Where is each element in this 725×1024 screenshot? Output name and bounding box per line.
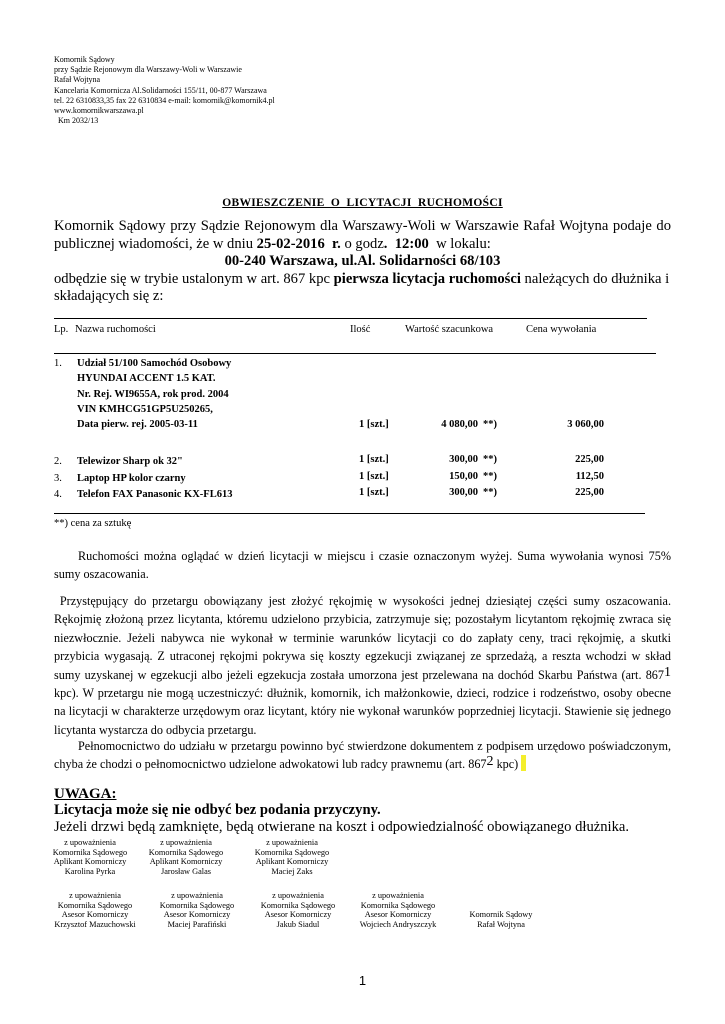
signature-name: Jakub Siadul [276,919,320,929]
paragraph-text: Pełnomocnictwo do udziału w przetargu powinno być stwierdzone dokumentem z podpisem urzędowo poświadczonym, chyba że chodzi o pełnomocnictwo udzielone adwokatowi lub radcy prawnemu (art. 867 [54,739,671,772]
item-qty: 1 [szt.] [359,487,389,498]
office-header [54,55,275,126]
table-row: 3. [54,473,62,484]
document-title: OBWIESZCZENIE O LICYTACJI RUCHOMOŚCI [222,197,503,209]
signature-block [457,891,545,929]
item-value: 300,00 [449,454,478,465]
table-row: 2. [54,456,62,467]
item-name-line: HYUNDAI ACCENT 1.5 KAT. [77,373,216,385]
signature-line: z upoważnienia [372,891,424,900]
signature-line: Aplikant Komorniczy [149,857,223,867]
item-price: 225,00 [575,454,604,465]
item-marker: **) [483,454,497,465]
price-footnote: **) cena za sztukę [54,518,132,529]
signature-line: Aplikant Komorniczy [53,857,127,867]
signature-block [46,891,144,929]
intro-text-2 [54,271,671,306]
item-name: Telewizor Sharp ok 32" [77,456,183,467]
item-name-line: Udział 51/100 Samochód Osobowy [77,358,232,369]
header-line: www.komornikwarszawa.pl [54,106,144,116]
signature-name: Maciej Parafiński [167,919,227,929]
signature-block [152,891,242,929]
highlight-mark [521,755,526,771]
signature-line: Komornika Sądowego [159,900,235,910]
header-lp: Lp. [54,324,69,335]
signature-name: Karolina Pyrka [64,866,116,876]
divider-line [54,318,647,319]
header-value: Wartość szacunkowa [405,324,494,335]
signature-line [457,891,545,901]
header-line: Kancelaria Komornicza Al.Solidarności 155/11, 00-877 Warszawa [54,85,267,95]
signature-line: Asesor Komorniczy [364,910,432,920]
proxy-paragraph [54,737,671,774]
signature-line: z upoważnienia [64,838,116,847]
signature-name: Jarosław Galas [161,866,211,876]
signature-line [457,901,545,911]
signature-block [48,838,132,876]
item-value: 150,00 [449,471,478,482]
auction-date: 25-02-2016 r. [256,235,341,252]
signature-block [254,891,342,929]
signature-line: z upoważnienia [69,891,121,900]
signature-line: Aplikant Komorniczy [255,857,329,867]
intro-part: w lokalu: [428,235,491,252]
signature-line: z upoważnienia [266,838,318,847]
signature-name: Krzysztof Mazuchowski [54,919,136,929]
intro-part: o godz [340,235,384,252]
header-name: Nazwa ruchomości [75,324,156,335]
signature-line: z upoważnienia [272,891,324,900]
item-value: 300,00 [449,487,478,498]
header-line: przy Sądzie Rejonowym dla Warszawy-Woli w Warszawie [54,65,242,75]
item-name-line: Data pierw. rej. 2005-03-11 [77,419,198,431]
intro-paragraph [54,218,671,306]
item-name: Laptop HP kolor czarny [77,473,186,484]
item-price: 3 060,00 [567,419,604,430]
item-marker: **) [483,419,497,430]
signature-line: Komornika Sądowego [57,900,133,910]
signature-line: Komornika Sądowego [52,847,128,857]
signature-name: Rafał Wojtyna [477,919,525,929]
paragraph-text: Przystępujący do przetargu obowiązany jest złożyć rękojmię w wysokości jednej dziesiątej części sumy oszacowania. Rękojmię złożoną przez licytanta, któremu udzielono przybicia, zatrzymuje się; pozostałym licytantom rękojmię zwraca się niezwłocznie. Jeżeli nabywca nie wykonał w terminie warunków licytacji co do zapłaty ceny, traci rękojmię, a skutki przybicia wygasają. Z utraconej rękojmi pokrywa się koszty egzekucji związanej ze sprzedażą, a reszta wchodzi w skład sumy uzyskanej w egzekucji albo jeżeli egzekucja została umorzona jest przelewana na dochód Skarbu Państwa (art. 867 [54,594,675,682]
table-row: 4. [54,489,62,500]
notice-line-2: Jeżeli drzwi będą zamknięte, będą otwierane na koszt i odpowiedzialność obowiązanego dłużnika. [54,819,630,835]
signature-block [250,838,334,876]
item-price: 225,00 [575,487,604,498]
intro-dot: . [383,235,388,252]
page-number: 1 [358,973,367,988]
item-price: 112,50 [575,471,604,482]
notice-line-1: Licytacja może się nie odbyć bez podania przyczyny. [54,802,381,818]
superscript: 2 [486,754,494,770]
item-value: 4 080,00 [441,419,478,430]
intro-part: należących do dłużnika i składających się z: [54,270,670,304]
signature-line: Komornika Sądowego [260,900,336,910]
item-name [77,356,231,432]
signature-line: Komornika Sądowego [254,847,330,857]
item-name: Telefon FAX Panasonic KX-FL613 [77,489,233,500]
signature-line: z upoważnienia [171,891,223,900]
intro-text [54,218,671,253]
signature-line: Asesor Komorniczy [264,910,332,920]
item-name-line: VIN KMHCG51GP5U250265, [77,403,213,415]
notice-heading: UWAGA: [54,786,117,802]
signature-name: Maciej Zaks [271,866,313,876]
signature-name: Wojciech Andryszczyk [359,919,437,929]
auction-type: pierwsza licytacja ruchomości [333,270,521,287]
signature-line: Asesor Komorniczy [61,910,129,920]
item-marker: **) [483,487,497,498]
intro-part: odbędzie się w trybie ustalonym w art. 867 kpc [54,270,334,287]
signature-line: z upoważnienia [160,838,212,847]
header-line: Rafał Wojtyna [54,75,101,85]
header-qty: Ilość [350,324,371,335]
header-price: Cena wywołania [526,324,597,335]
item-qty: 1 [szt.] [359,471,389,482]
auction-address: 00-240 Warszawa, ul.Al. Solidarności 68/103 [224,253,501,269]
signature-line: Komornika Sądowego [360,900,436,910]
header-line: Komornik Sądowy [54,55,115,64]
signature-block [144,838,228,876]
signature-title: Komornik Sądowy [469,910,533,920]
case-number: Km 2032/13 [54,116,99,126]
item-name-line: Nr. Rej. WI9655A, rok prod. 2004 [77,388,229,400]
superscript: 1 [664,664,671,680]
item-qty: 1 [szt.] [359,454,389,465]
item-qty: 1 [szt.] [359,419,389,430]
signature-block [349,891,447,929]
viewing-paragraph: Ruchomości można oglądać w dzień licytacji w miejscu i czasie oznaczonym wyżej. Suma wywołania wynosi 75% sumy oszacowania. [54,549,671,582]
intro-part: Komornik Sądowy przy Sądzie Rejonowym dla Warszawy-Woli w Warszawie Rafał Wojtyna podaje do publicznej wiadomości, że w dniu [54,218,671,252]
header-line: tel. 22 6310833,35 fax 22 6310834 e-mail: komornik@komornik4.pl [54,95,275,105]
deposit-paragraph [54,592,675,739]
paragraph-text: kpc). W przetargu nie mogą uczestniczyć: dłużnik, komornik, ich małżonkowie, dzieci, rodzice i rodzeństwo, osoby obecne na licytacji w charakterze urzędowym oraz licytant, który nie wykonał warunków poprzedniej licytacji. Stawienie się jednego licytanta wystarcza do odbycia przetargu. [54,686,671,737]
auction-time: 12:00 [387,235,429,252]
signature-line: Komornika Sądowego [148,847,224,857]
divider-line [54,353,656,354]
table-row: 1. [54,358,62,369]
paragraph-text: kpc) [493,757,519,772]
item-marker: **) [483,471,497,482]
divider-line [54,513,645,514]
signature-line: Asesor Komorniczy [163,910,231,920]
